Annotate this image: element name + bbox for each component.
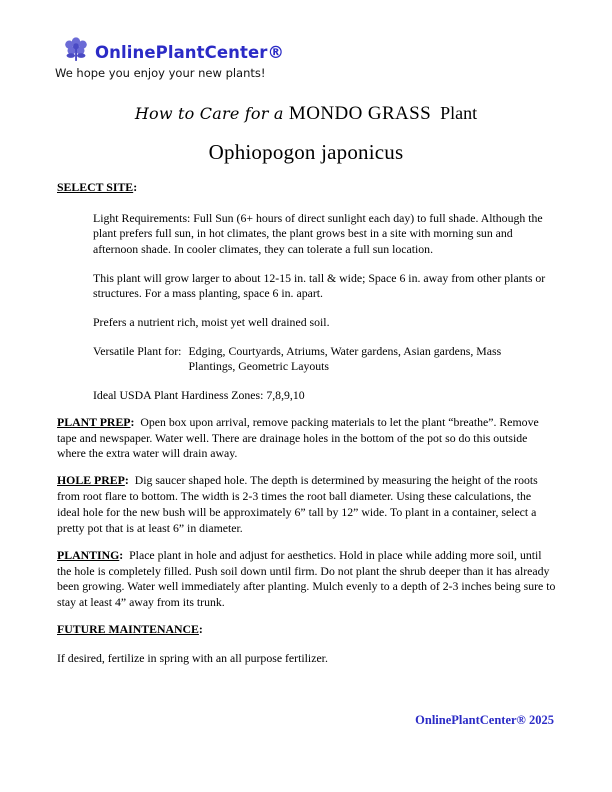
blue-flower-icon: [61, 34, 91, 66]
select-site-hardiness-zones: Ideal USDA Plant Hardiness Zones: 7,8,9,10: [93, 388, 305, 403]
plant-prep-text: Open box upon arrival, remove packing materials to let the plant “breathe”. Remove tape and newspaper. Water well. There are drainage holes in the bottom of the pot so do this outside where the extra water will drain away.: [57, 414, 539, 461]
page-title: [0, 103, 612, 125]
section-heading-future-maintenance-colon: :: [198, 622, 203, 637]
section-heading-planting-colon: :: [119, 547, 124, 562]
select-site-light-requirements: Light Requirements: Full Sun (6+ hours of direct sunlight each day) to full shade. Although the plant prefers full sun, in hot climates, the plant grows best in a site with morning sun and afternoon shade. In cooler climates, they can tolerate a full sun location.: [93, 210, 543, 256]
select-site-versatile-uses: [93, 344, 557, 375]
title-common-name: MONDO GRASS: [288, 103, 432, 124]
care-instructions: [57, 180, 557, 666]
title-suffix: Plant: [440, 103, 478, 123]
select-site-size-spacing: This plant will grow larger to about 12-15 in. tall & wide; Space 6 in. away from other plants or structures. For a mass planting, space 6 in. apart.: [93, 270, 546, 301]
section-hole-prep: [57, 473, 557, 536]
section-heading-future-maintenance-label: FUTURE MAINTENANCE: [57, 622, 199, 637]
section-heading-planting-label: PLANTING: [57, 547, 120, 562]
botanical-name: Ophiopogon japonicus: [208, 140, 404, 164]
planting-text: Place plant in hole and adjust for aesthetics. Hold in place while adding more soil, until the hole is completely filled. Push soil down until firm. Do not plant the shrub deeper than it has already been growing. Water well immediately after planting. Mulch evenly to a depth of 2-3 inches being sure to stay at least 4” away from its trunk.: [57, 547, 556, 610]
section-heading-plant-prep-label: PLANT PREP: [57, 414, 131, 429]
section-plant-prep: [57, 415, 557, 463]
future-maintenance-text: If desired, fertilize in spring with an all purpose fertilizer.: [57, 650, 328, 665]
page-header: [55, 22, 555, 81]
section-heading-plant-prep-colon: :: [130, 414, 135, 429]
select-site-soil: Prefers a nutrient rich, moist yet well drained soil.: [93, 315, 330, 329]
versatile-label: Versatile Plant for:: [93, 343, 182, 358]
brand-logo: [55, 22, 555, 66]
brand-name: OnlinePlantCenter®: [95, 42, 285, 62]
page-footer: OnlinePlantCenter® 2025: [415, 713, 554, 727]
section-heading-select-site-label: SELECT SITE: [57, 180, 134, 194]
section-heading-hole-prep-label: HOLE PREP: [57, 473, 125, 488]
title-script-prefix: How to Care for a: [134, 104, 284, 123]
section-heading-future-maintenance: [57, 622, 557, 638]
section-heading-select-site-colon: :: [133, 180, 138, 194]
section-heading-select-site: [57, 180, 557, 196]
section-planting: [57, 548, 557, 611]
versatile-values: Edging, Courtyards, Atriums, Water gardens, Asian gardens, Mass Plantings, Geometric Layouts: [188, 343, 502, 374]
hole-prep-text: Dig saucer shaped hole. The depth is determined by measuring the height of the roots from root flare to bottom. The width is 2-3 times the root ball diameter. Using these calculations, the ideal hole for the new bush will be approximately 6” tall by 12” wide. To plant in a container, select a pretty pot that is at least 6” in diameter.: [57, 473, 538, 535]
brand-tagline: We hope you enjoy your new plants!: [55, 66, 266, 80]
section-heading-hole-prep-colon: :: [124, 473, 129, 488]
